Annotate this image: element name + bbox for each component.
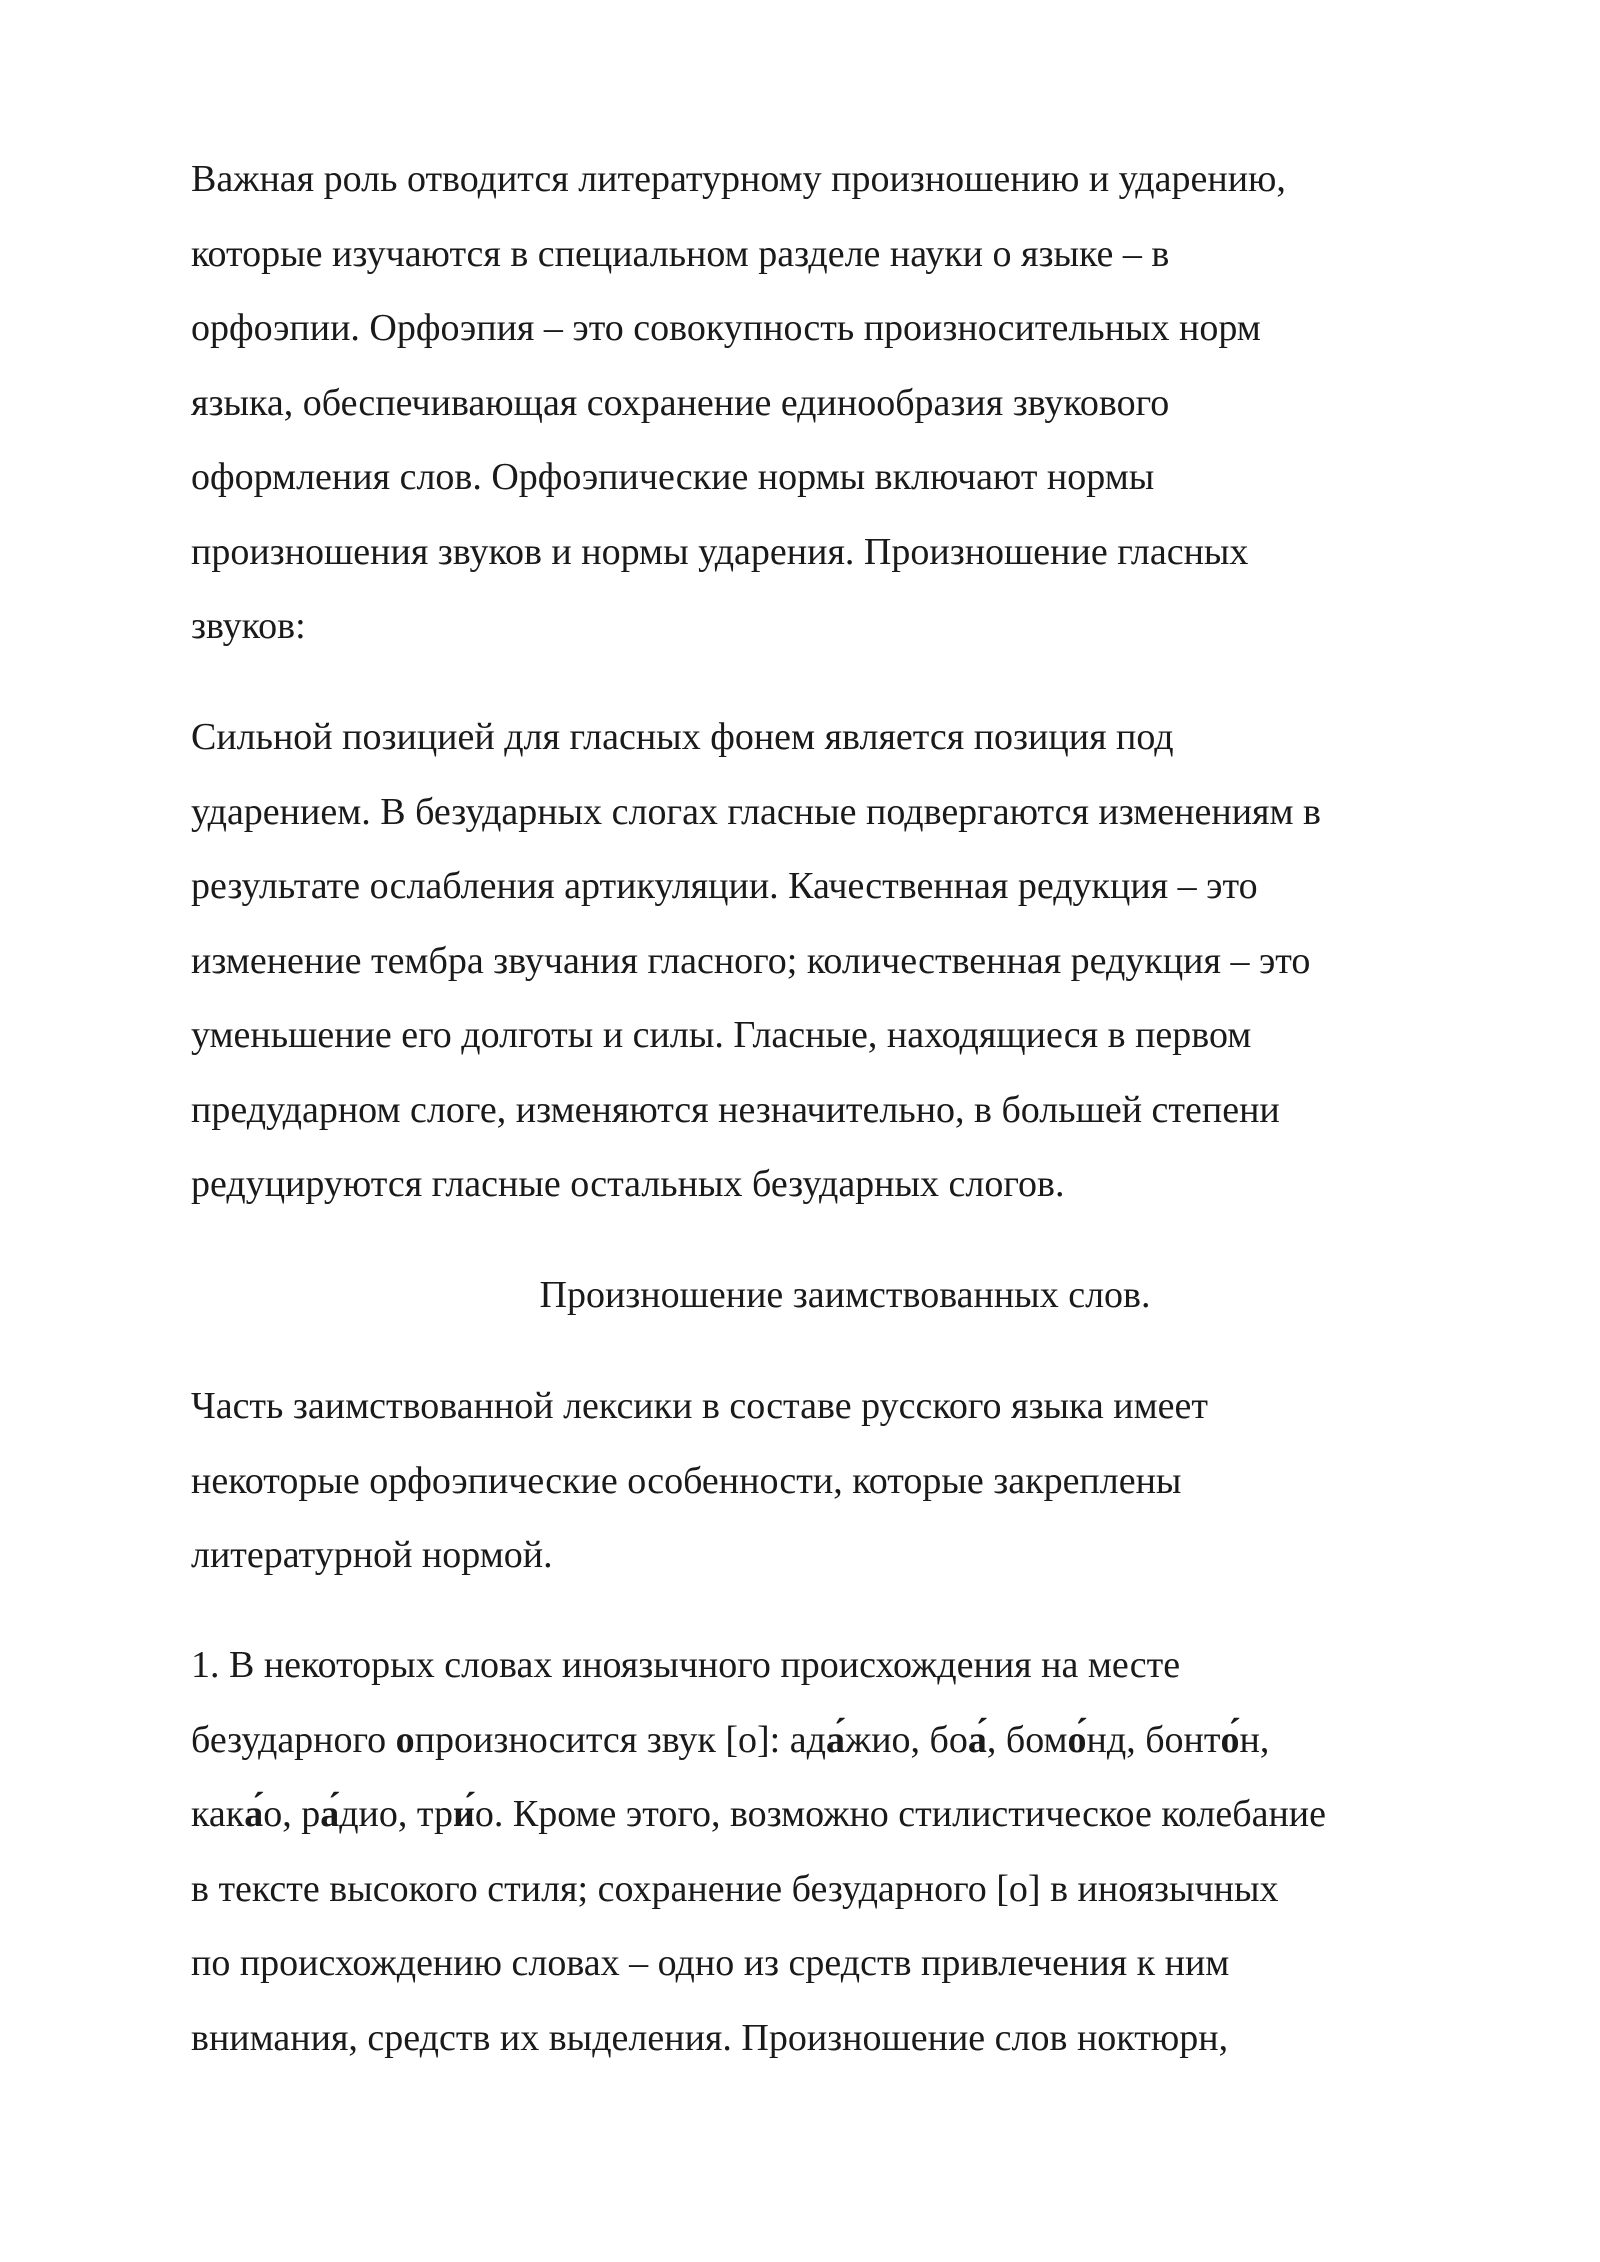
text-line: внимания, средств их выделения. Произношение слов ноктюрн,	[191, 2016, 1229, 2059]
paragraph-borrowed-vocabulary	[191, 1369, 1491, 1593]
stressed-vowel: а́	[320, 1793, 340, 1835]
text-line: языка, обеспечивающая сохранение единообразия звукового	[191, 381, 1170, 424]
text-line: Часть заимствованной лексики в составе русского языка имеет	[191, 1385, 1208, 1427]
stressed-vowel: а́	[825, 1718, 845, 1761]
text-line: Сильной позицией для гласных фонем является позиция под	[191, 716, 1174, 758]
text-line-with-stress	[191, 1777, 1491, 1852]
text-line: по происхождению словах – одно из средств привлечения к ним	[191, 1942, 1230, 1984]
text-line: оформления слов. Орфоэпические нормы включают нормы	[191, 456, 1155, 498]
heading-text: Произношение заимствованных слов.	[539, 1274, 1151, 1316]
text-line: редуцируются гласные остальных безударных слогов.	[191, 1163, 1065, 1205]
text-segment: безударного	[191, 1718, 396, 1761]
text-line: Важная роль отводится литературному произношению и ударению,	[191, 158, 1286, 200]
paragraph-vowel-reduction	[191, 700, 1491, 1222]
text-line-with-stress	[191, 1703, 1491, 1778]
text-line: литературной нормой.	[191, 1534, 553, 1576]
section-heading	[0, 1258, 1600, 1333]
text-line: орфоэпии. Орфоэпия – это совокупность произносительных норм	[191, 307, 1261, 349]
text-line: уменьшение его долготы и силы. Гласные, находящиеся в первом	[191, 1014, 1252, 1056]
text-segment: дио, тр	[339, 1793, 453, 1835]
text-line: изменение тембра звучания гласного; количественная редукция – это	[191, 939, 1311, 982]
text-segment: о, р	[263, 1793, 321, 1835]
stressed-vowel: и́	[452, 1793, 475, 1835]
text-segment: произносится звук [о]: ад	[414, 1718, 826, 1761]
bold-letter: о	[395, 1718, 415, 1761]
text-segment: о. Кроме этого, возможно стилистическое колебание	[474, 1793, 1326, 1835]
text-line: результате ослабления артикуляции. Качественная редукция – это	[191, 865, 1258, 907]
text-line: 1. В некоторых словах иноязычного происхождения на месте	[191, 1644, 1181, 1686]
text-segment: жио, бо	[844, 1718, 968, 1761]
text-line: произношения звуков и нормы ударения. Произношение гласных	[191, 530, 1249, 573]
text-line: предударном слоге, изменяются незначительно, в большей степени	[191, 1088, 1280, 1131]
paragraph-unstressed-o	[191, 1628, 1491, 2075]
text-line: в тексте высокого стиля; сохранение безударного [о] в иноязычных	[191, 1867, 1279, 1910]
stressed-vowel: о́	[1220, 1718, 1240, 1761]
text-segment: как	[191, 1793, 245, 1835]
text-line: ударением. В безударных слогах гласные подвергаются изменениям в	[191, 790, 1321, 833]
stressed-vowel: о́	[1067, 1718, 1087, 1761]
paragraph-orthoepy-intro	[191, 142, 1491, 664]
stressed-vowel: а́	[967, 1718, 987, 1761]
text-line: которые изучаются в специальном разделе науки о языке – в	[191, 232, 1170, 275]
text-segment: н,	[1239, 1718, 1270, 1761]
text-segment: , бом	[986, 1718, 1068, 1761]
text-segment: нд, бонт	[1086, 1718, 1221, 1761]
text-line: некоторые орфоэпические особенности, которые закреплены	[191, 1459, 1182, 1502]
text-line: звуков:	[191, 605, 306, 647]
stressed-vowel: а́	[244, 1793, 264, 1835]
